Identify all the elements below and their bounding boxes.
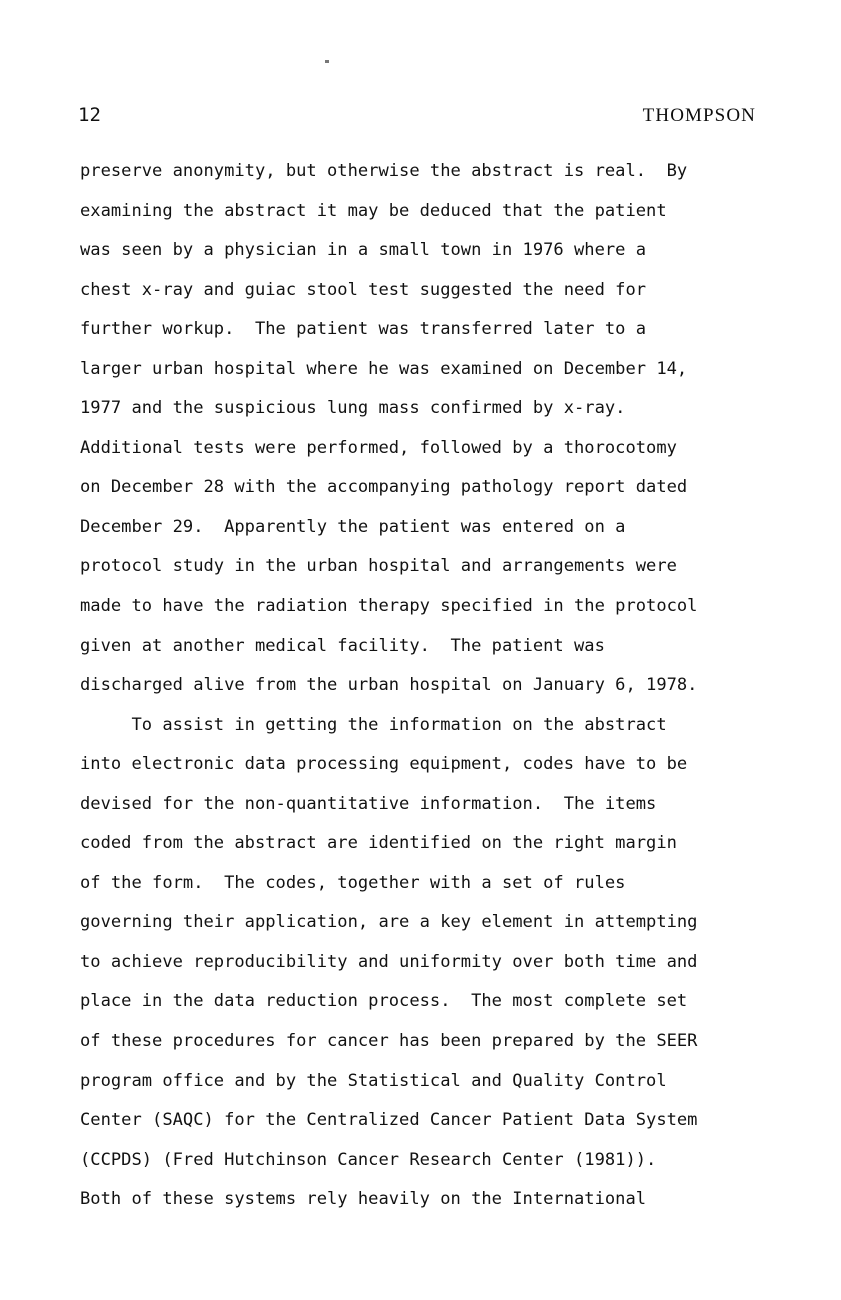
text-line: further workup. The patient was transferred later to a [80, 319, 647, 340]
body-text [80, 152, 780, 1220]
text-line: on December 28 with the accompanying pathology report dated [80, 477, 688, 498]
text-line: made to have the radiation therapy specified in the protocol [80, 596, 698, 617]
page-number: 12 [78, 104, 101, 126]
text-line: Additional tests were performed, followed by a thorocotomy [80, 437, 677, 458]
text-line: larger urban hospital where he was examined on December 14, [80, 358, 688, 379]
text-line: 1977 and the suspicious lung mass confirmed by x-ray. [80, 398, 626, 419]
text-line: given at another medical facility. The patient was [80, 635, 605, 656]
text-line: coded from the abstract are identified on the right margin [80, 833, 677, 854]
text-line: (CCPDS) (Fred Hutchinson Cancer Research Center (1981)). [80, 1149, 657, 1170]
text-line: of these procedures for cancer has been prepared by the SEER [80, 1031, 698, 1052]
text-line: into electronic data processing equipment, codes have to be [80, 754, 688, 775]
text-line: of the form. The codes, together with a set of rules [80, 872, 626, 893]
text-line: to achieve reproducibility and uniformity over both time and [80, 951, 698, 972]
text-line: governing their application, are a key element in attempting [80, 912, 698, 933]
text-line: To assist in getting the information on the abstract [80, 714, 667, 735]
text-line: was seen by a physician in a small town in 1976 where a [80, 240, 647, 261]
text-line: December 29. Apparently the patient was entered on a [80, 516, 626, 537]
text-line: place in the data reduction process. The most complete set [80, 991, 688, 1012]
text-line: Center (SAQC) for the Centralized Cancer Patient Data System [80, 1110, 698, 1131]
text-line: chest x-ray and guiac stool test suggested the need for [80, 279, 647, 300]
text-line: Both of these systems rely heavily on the International [80, 1189, 647, 1210]
running-title: THOMPSON [642, 105, 756, 126]
text-line: discharged alive from the urban hospital on January 6, 1978. [80, 675, 698, 696]
text-line: examining the abstract it may be deduced that the patient [80, 200, 667, 221]
text-line: devised for the non-quantitative information. The items [80, 793, 657, 814]
text-line: protocol study in the urban hospital and arrangements were [80, 556, 677, 577]
running-head [78, 104, 756, 128]
text-line: program office and by the Statistical and Quality Control [80, 1070, 667, 1091]
text-line: preserve anonymity, but otherwise the abstract is real. By [80, 161, 688, 181]
scan-speck-artifact [325, 60, 329, 63]
